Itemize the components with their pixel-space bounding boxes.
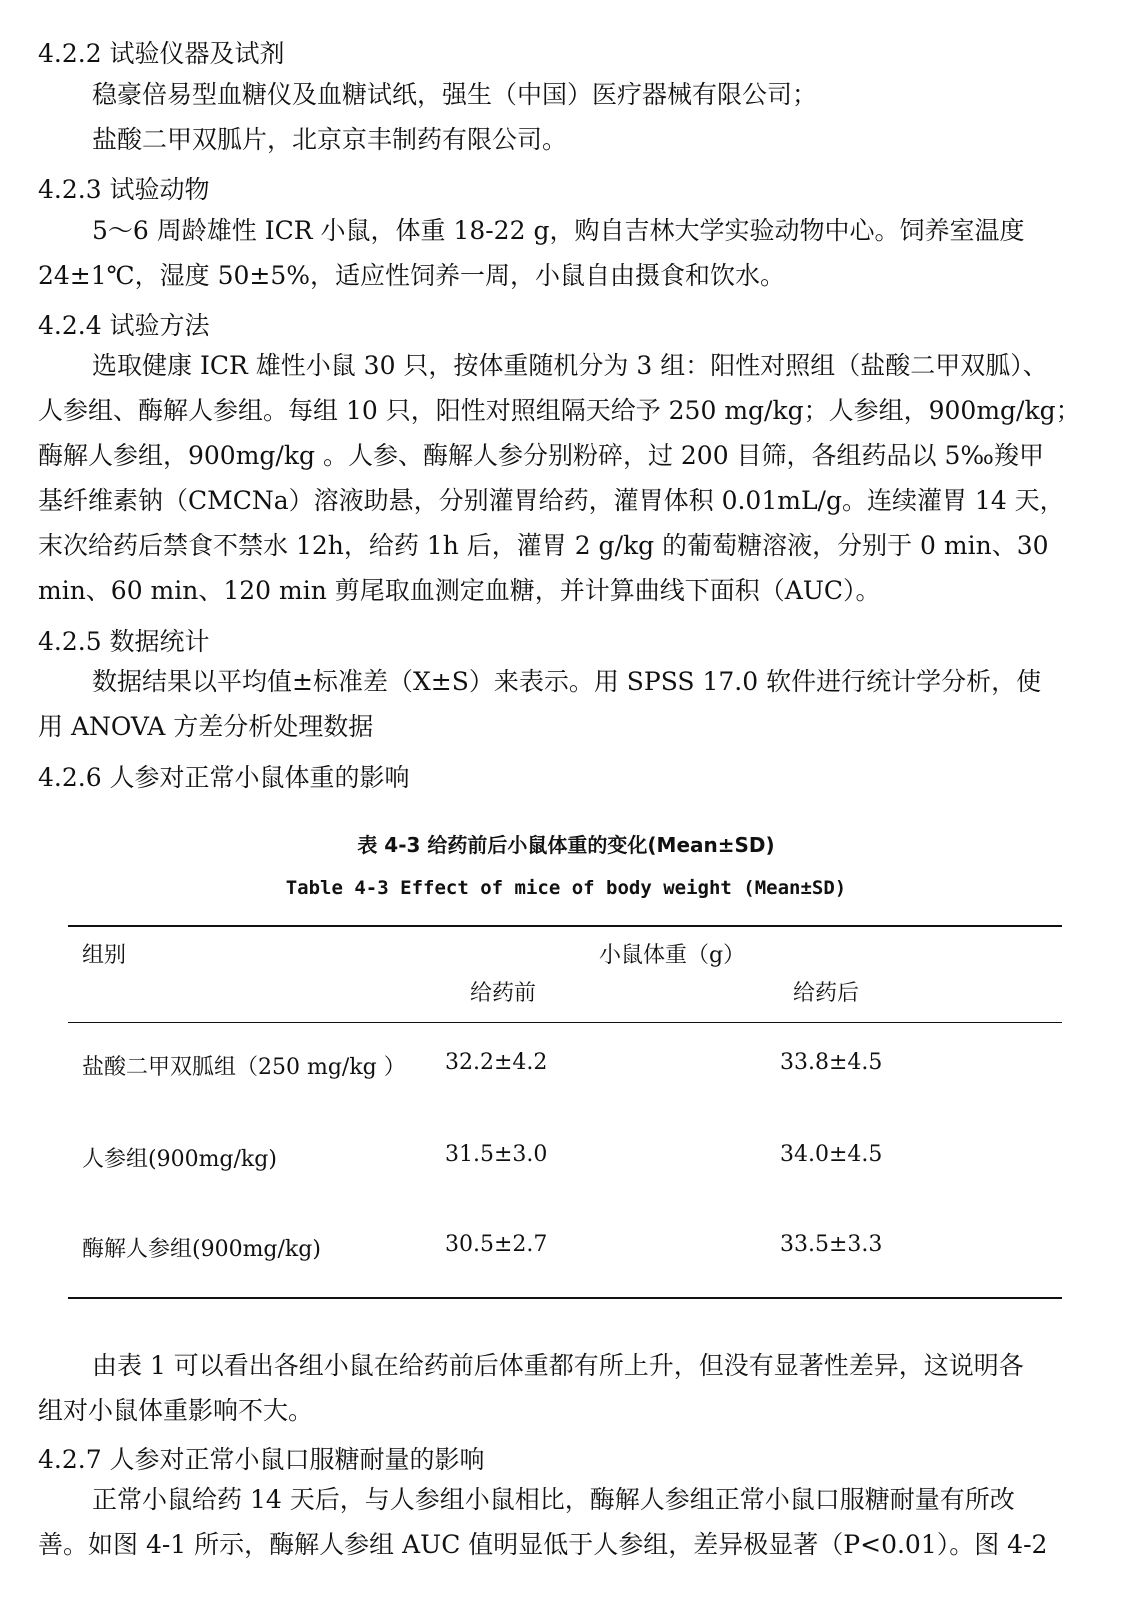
paragraph-line: 盐酸二甲双胍片，北京京丰制药有限公司。	[92, 125, 568, 154]
paragraph-line: 5～6 周龄雄性 ICR 小鼠，体重 18-22 g，购自吉林大学实验动物中心。饲养室温度	[92, 216, 1025, 245]
section-heading-4-2-4: 4.2.4 试验方法	[38, 311, 210, 340]
table-cell-group: 酶解人参组(900mg/kg)	[82, 1237, 321, 1262]
table-caption-chinese: 表 4-3 给药前后小鼠体重的变化(Mean±SD)	[357, 833, 775, 857]
table-cell-before: 31.5±3.0	[445, 1142, 548, 1167]
table-bottom-rule	[68, 1297, 1062, 1299]
table-header-weight: 小鼠体重（g）	[599, 943, 746, 968]
paragraph-line: 选取健康 ICR 雄性小鼠 30 只，按体重随机分为 3 组：阳性对照组（盐酸二甲双胍）、	[92, 351, 1048, 380]
table-cell-group: 人参组(900mg/kg)	[82, 1147, 277, 1172]
table-cell-after: 33.8±4.5	[780, 1050, 883, 1075]
paragraph-conclusion	[38, 1343, 1078, 1433]
paragraph-line: 24±1℃，湿度 50±5%，适应性饲养一周，小鼠自由摄食和饮水。	[38, 261, 785, 290]
paragraph-glucose-tolerance	[38, 1477, 1078, 1567]
paragraph-line: 人参组、酶解人参组。每组 10 只，阳性对照组隔天给予 250 mg/kg；人参组，900mg/kg；	[38, 396, 1081, 425]
paragraph-line: 组对小鼠体重影响不大。	[38, 1396, 314, 1425]
paragraph-line: 数据结果以平均值±标准差（X±S）来表示。用 SPSS 17.0 软件进行统计学分析，使	[92, 667, 1042, 696]
section-heading-4-2-6: 4.2.6 人参对正常小鼠体重的影响	[38, 763, 410, 792]
section-heading-4-2-2: 4.2.2 试验仪器及试剂	[38, 39, 285, 68]
table-caption-english: Table 4-3 Effect of mice of body weight (Mean±SD)	[285, 877, 847, 899]
paragraph-line: 稳豪倍易型血糖仪及血糖试纸，强生（中国）医疗器械有限公司；	[92, 80, 818, 109]
paragraph-line: 酶解人参组，900mg/kg 。人参、酶解人参分别粉碎，过 200 目筛，各组药品以 5‰羧甲	[38, 441, 1044, 470]
table-header-rule	[68, 1022, 1062, 1023]
table-cell-before: 30.5±2.7	[445, 1232, 548, 1257]
paragraph-line: 由表 1 可以看出各组小鼠在给药前后体重都有所上升，但没有显著性差异，这说明各	[92, 1351, 1024, 1380]
section-heading-4-2-3: 4.2.3 试验动物	[38, 175, 210, 204]
paragraph-line: 基纤维素钠（CMCNa）溶液助悬，分别灌胃给药，灌胃体积 0.01mL/g。连续灌胃 14 天，	[38, 486, 1065, 515]
table-cell-after: 34.0±4.5	[780, 1142, 883, 1167]
paragraph-methods	[38, 343, 1081, 613]
table-cell-group: 盐酸二甲双胍组（250 mg/kg ）	[82, 1055, 406, 1080]
paragraph-animals	[38, 208, 1078, 298]
section-heading-4-2-5: 4.2.5 数据统计	[38, 627, 210, 656]
paragraph-statistics	[38, 659, 1078, 749]
paragraph-line: 善。如图 4-1 所示，酶解人参组 AUC 值明显低于人参组，差异极显著（P<0.01）。图 4-2	[38, 1530, 1048, 1559]
section-heading-4-2-7: 4.2.7 人参对正常小鼠口服糖耐量的影响	[38, 1445, 485, 1474]
table-header-after: 给药后	[793, 981, 860, 1006]
table-cell-before: 32.2±4.2	[445, 1050, 548, 1075]
table-header-before: 给药前	[470, 981, 537, 1006]
paragraph-line: 末次给药后禁食不禁水 12h，给药 1h 后，灌胃 2 g/kg 的葡萄糖溶液，分别于 0 min、30	[38, 531, 1049, 560]
table-top-rule	[68, 925, 1062, 927]
paragraph-line: min、60 min、120 min 剪尾取血测定血糖，并计算曲线下面积（AUC）。	[38, 576, 881, 605]
paragraph-line: 正常小鼠给药 14 天后，与人参组小鼠相比，酶解人参组正常小鼠口服糖耐量有所改	[92, 1485, 1015, 1514]
table-cell-after: 33.5±3.3	[780, 1232, 883, 1257]
table-header-group: 组别	[82, 943, 127, 968]
paragraph-line: 用 ANOVA 方差分析处理数据	[38, 712, 374, 741]
paragraph-instruments	[38, 72, 1078, 162]
